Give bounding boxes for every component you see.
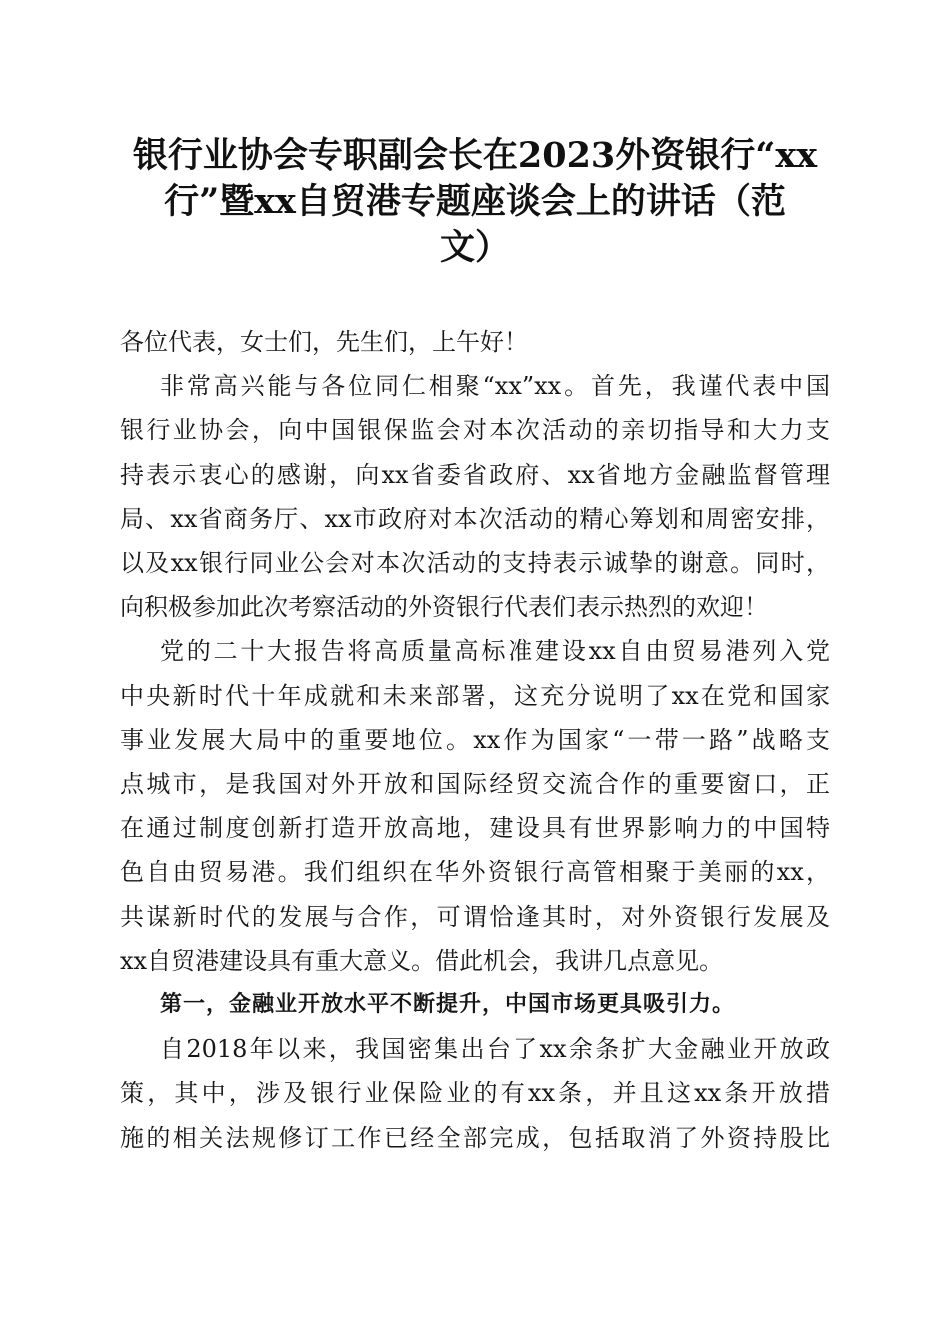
body-line: 色自由贸易港。我们组织在华外资银行高管相聚于美丽的xx， [120, 858, 830, 887]
title-line: 文） [439, 227, 510, 268]
body-line: 中央新时代十年成就和未来部署，这充分说明了xx在党和国家 [120, 681, 830, 710]
body-line: 以及xx银行同业公会对本次活动的支持表示诚挚的谢意。同时， [120, 549, 830, 578]
body-line: 非常高兴能与各位同仁相聚“xx”xx。首先，我谨代表中国 [160, 372, 830, 401]
body-line: 持表示衷心的感谢，向xx省委省政府、xx省地方金融监督管理 [120, 460, 830, 489]
body-line: xx自贸港建设具有重大意义。借此机会，我讲几点意见。 [120, 946, 724, 975]
body-line: 在通过制度创新打造开放高地，建设具有世界影响力的中国特 [120, 814, 830, 843]
body-line: 自2018年以来，我国密集出台了xx余条扩大金融业开放政 [160, 1035, 830, 1064]
body-line: 施的相关法规修订工作已经全部完成，包括取消了外资持股比 [120, 1123, 830, 1152]
body-line: 银行业协会，向中国银保监会对本次活动的亲切指导和大力支 [120, 416, 830, 445]
section-heading: 第一，金融业开放水平不断提升，中国市场更具吸引力。 [160, 992, 736, 1018]
body-line: 向积极参加此次考察活动的外资银行代表们表示热烈的欢迎！ [120, 593, 768, 622]
body-line: 党的二十大报告将高质量高标准建设xx自由贸易港列入党 [160, 637, 830, 666]
document-title [120, 133, 830, 271]
body-line: 事业发展大局中的重要地位。xx作为国家“一带一路”战略支 [120, 725, 830, 754]
body-line: 点城市，是我国对外开放和国际经贸交流合作的重要窗口，正 [120, 770, 830, 799]
body-line: 策，其中，涉及银行业保险业的有xx条，并且这xx条开放措 [120, 1079, 830, 1108]
title-line: 行”暨xx自贸港专题座谈会上的讲话（范 [164, 181, 786, 222]
greeting-line: 各位代表，女士们，先生们，上午好！ [120, 328, 528, 356]
title-line: 银行业协会专职副会长在2023外资银行“xx [132, 135, 818, 176]
speech-body [120, 320, 830, 1160]
body-line: 共谋新时代的发展与合作，可谓恰逢其时，对外资银行发展及 [120, 902, 830, 931]
body-line: 局、xx省商务厅、xx市政府对本次活动的精心筹划和周密安排， [120, 504, 830, 533]
